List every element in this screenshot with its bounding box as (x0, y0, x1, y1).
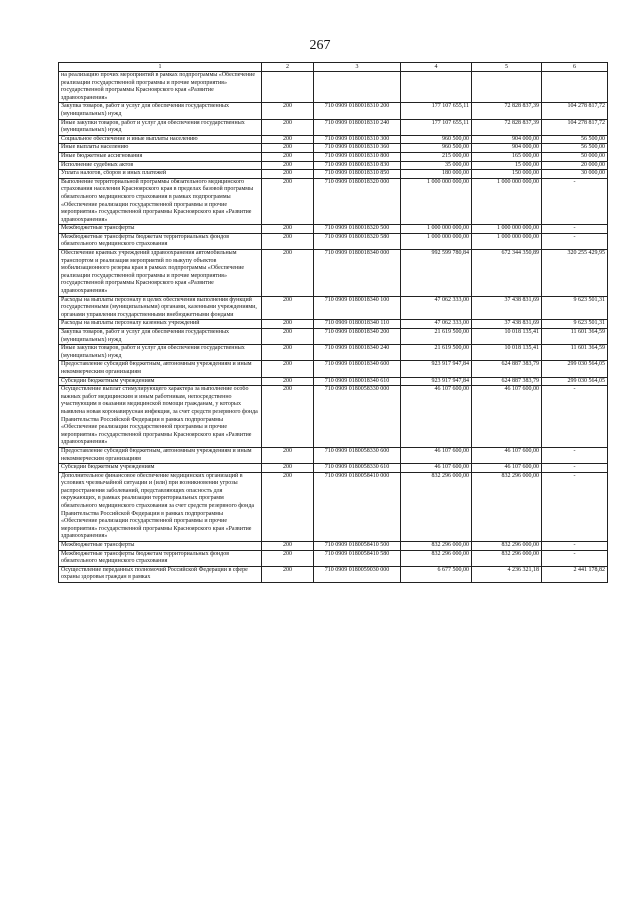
row-kbk-cell: 710 0909 0180058410 500 (314, 542, 401, 551)
row-value-1-cell: 832 296 000,00 (401, 542, 472, 551)
row-value-1-cell: 923 917 947,84 (401, 377, 472, 386)
row-kbk-cell: 710 0909 0180018340 600 (314, 361, 401, 377)
row-value-2-cell: 1 000 000 000,00 (472, 225, 542, 234)
row-value-1-cell: 960 500,00 (401, 135, 472, 144)
row-value-1-cell: 832 296 000,00 (401, 550, 472, 566)
table-row (59, 119, 608, 135)
row-name-cell: Обеспечение краевых учреждений здравоохранения автомобильным транспортом и реализация мероприятий по выкупу объектов мобилизационного резерва края в рамках подпрограммы «Обеспечение реализации государственной программы и прочие мероприятия» государственной программы Красноярского края «Развитие здравоохранения» (59, 250, 262, 297)
row-name-cell: Межбюджетные трансферты (59, 225, 262, 234)
row-value-3-cell (542, 72, 608, 103)
row-value-1-cell: 1 000 000 000,00 (401, 178, 472, 225)
row-value-3-cell: 9 623 501,31 (542, 296, 608, 320)
header-cell: 5 (472, 63, 542, 72)
row-value-1-cell: 21 619 500,00 (401, 345, 472, 361)
row-value-2-cell: 672 344 350,89 (472, 250, 542, 297)
row-value-1-cell: 960 500,00 (401, 144, 472, 153)
row-name-cell: Субсидии бюджетным учреждениям (59, 464, 262, 473)
row-value-3-cell: 56 500,00 (542, 144, 608, 153)
row-value-2-cell: 46 107 600,00 (472, 386, 542, 448)
row-value-2-cell: 150 000,00 (472, 170, 542, 179)
row-value-2-cell: 72 828 837,39 (472, 119, 542, 135)
table-row (59, 550, 608, 566)
row-value-3-cell: - (542, 233, 608, 249)
row-value-1-cell: 46 107 600,00 (401, 386, 472, 448)
row-code-cell: 200 (262, 119, 314, 135)
row-kbk-cell: 710 0909 0180018340 000 (314, 250, 401, 297)
row-kbk-cell: 710 0909 0180018340 110 (314, 320, 401, 329)
row-code-cell: 200 (262, 377, 314, 386)
row-value-3-cell: 11 601 364,59 (542, 329, 608, 345)
row-value-1-cell: 177 107 655,11 (401, 119, 472, 135)
row-value-3-cell: - (542, 225, 608, 234)
row-name-cell: Субсидии бюджетным учреждениям (59, 377, 262, 386)
row-name-cell: Иные закупки товаров, работ и услуг для обеспечения государственных (муниципальных) нужд (59, 119, 262, 135)
row-value-1-cell: 832 296 000,00 (401, 472, 472, 541)
row-kbk-cell: 710 0909 0180018340 200 (314, 329, 401, 345)
row-code-cell: 200 (262, 103, 314, 119)
row-value-3-cell: 2 441 178,82 (542, 566, 608, 582)
table-row (59, 225, 608, 234)
row-name-cell: Социальное обеспечение и иные выплаты населению (59, 135, 262, 144)
table-row (59, 320, 608, 329)
row-code-cell: 200 (262, 233, 314, 249)
row-value-1-cell: 1 000 000 000,00 (401, 225, 472, 234)
table-row (59, 447, 608, 463)
row-kbk-cell: 710 0909 0180018320 500 (314, 225, 401, 234)
table-row (59, 161, 608, 170)
table-row (59, 566, 608, 582)
row-value-3-cell: 30 000,00 (542, 170, 608, 179)
row-value-3-cell: 299 030 564,05 (542, 361, 608, 377)
row-kbk-cell: 710 0909 0180018310 200 (314, 103, 401, 119)
row-value-3-cell: 20 000,00 (542, 161, 608, 170)
table-row (59, 296, 608, 320)
row-kbk-cell: 710 0909 0180018310 360 (314, 144, 401, 153)
table-row (59, 170, 608, 179)
row-value-1-cell: 21 619 500,00 (401, 329, 472, 345)
row-value-2-cell: 832 296 000,00 (472, 542, 542, 551)
row-code-cell: 200 (262, 144, 314, 153)
table-row (59, 152, 608, 161)
row-kbk-cell: 710 0909 0180059030 000 (314, 566, 401, 582)
row-code-cell: 200 (262, 320, 314, 329)
table-row (59, 233, 608, 249)
table-row (59, 72, 608, 103)
row-name-cell: Дополнительное финансовое обеспечение медицинских организаций в условиях чрезвычайной ситуации и (или) при возникновении угрозы распространения заболеваний, представляющих опасность для окружающих, в рамках реализации территориальных программ обязательного медицинского страхования за счет средств резервного фонда Правительства Российской Федерации в рамках подпрограммы «Обеспечение реализации государственной программы и прочие мероприятия» государственной программы Красноярского края «Развитие здравоохранения» (59, 472, 262, 541)
row-name-cell: Иные закупки товаров, работ и услуг для обеспечения государственных (муниципальных) нужд (59, 345, 262, 361)
row-kbk-cell: 710 0909 0180018310 850 (314, 170, 401, 179)
header-cell: 4 (401, 63, 472, 72)
row-value-2-cell: 832 296 000,00 (472, 550, 542, 566)
row-code-cell: 200 (262, 361, 314, 377)
table-row (59, 103, 608, 119)
row-code-cell: 200 (262, 566, 314, 582)
row-value-1-cell: 35 000,00 (401, 161, 472, 170)
row-value-2-cell: 10 018 135,41 (472, 345, 542, 361)
budget-table (58, 62, 608, 583)
row-kbk-cell: 710 0909 0180018310 800 (314, 152, 401, 161)
row-kbk-cell: 710 0909 0180018340 100 (314, 296, 401, 320)
row-value-1-cell: 47 062 333,00 (401, 296, 472, 320)
row-kbk-cell: 710 0909 0180018310 240 (314, 119, 401, 135)
row-name-cell: Межбюджетные трансферты бюджетам территориальных фондов обязательного медицинского страхования (59, 550, 262, 566)
row-value-3-cell: 320 255 429,95 (542, 250, 608, 297)
header-cell: 1 (59, 63, 262, 72)
header-cell: 3 (314, 63, 401, 72)
row-value-1-cell: 47 062 333,00 (401, 320, 472, 329)
row-value-2-cell: 904 000,00 (472, 135, 542, 144)
row-kbk-cell: 710 0909 0180058330 600 (314, 447, 401, 463)
header-cell: 6 (542, 63, 608, 72)
row-value-2-cell: 832 296 000,00 (472, 472, 542, 541)
row-value-3-cell: 50 000,00 (542, 152, 608, 161)
table-row (59, 542, 608, 551)
row-kbk-cell: 710 0909 0180058330 610 (314, 464, 401, 473)
row-code-cell: 200 (262, 386, 314, 448)
row-name-cell: Иные выплаты населению (59, 144, 262, 153)
row-value-1-cell (401, 72, 472, 103)
row-value-1-cell: 180 000,00 (401, 170, 472, 179)
row-name-cell: Выполнение территориальной программы обязательного медицинского страхования населения Красноярского края в пределах базовой программы обязательного медицинского страхования в рамках подпрограммы «Обеспечение реализации государственной программы и прочие мероприятия» государственной программы Красноярского края «Развитие здравоохранения» (59, 178, 262, 225)
row-code-cell (262, 72, 314, 103)
row-value-3-cell: - (542, 386, 608, 448)
table-row (59, 361, 608, 377)
row-name-cell: Межбюджетные трансферты бюджетам территориальных фондов обязательного медицинского страхования (59, 233, 262, 249)
row-code-cell: 200 (262, 152, 314, 161)
row-value-2-cell: 37 438 831,69 (472, 296, 542, 320)
table-row (59, 144, 608, 153)
header-cell: 2 (262, 63, 314, 72)
row-value-2-cell: 10 018 135,41 (472, 329, 542, 345)
row-code-cell: 200 (262, 464, 314, 473)
table-row (59, 135, 608, 144)
row-kbk-cell: 710 0909 0180018310 300 (314, 135, 401, 144)
row-value-3-cell: 104 278 817,72 (542, 119, 608, 135)
row-name-cell: Межбюджетные трансферты (59, 542, 262, 551)
row-value-2-cell (472, 72, 542, 103)
row-value-3-cell: - (542, 178, 608, 225)
row-code-cell: 200 (262, 296, 314, 320)
row-kbk-cell: 710 0909 0180018340 610 (314, 377, 401, 386)
row-value-2-cell: 624 887 383,79 (472, 361, 542, 377)
table-row (59, 386, 608, 448)
row-value-2-cell: 72 828 837,39 (472, 103, 542, 119)
row-value-1-cell: 46 107 600,00 (401, 447, 472, 463)
row-kbk-cell (314, 72, 401, 103)
table-row (59, 178, 608, 225)
row-value-2-cell: 165 000,00 (472, 152, 542, 161)
row-name-cell: Исполнение судебных актов (59, 161, 262, 170)
row-value-3-cell: 299 030 564,05 (542, 377, 608, 386)
row-name-cell: Уплата налогов, сборов и иных платежей (59, 170, 262, 179)
row-value-1-cell: 177 107 655,11 (401, 103, 472, 119)
table-row (59, 464, 608, 473)
table-row (59, 250, 608, 297)
row-kbk-cell: 710 0909 0180018320 580 (314, 233, 401, 249)
row-value-2-cell: 15 000,00 (472, 161, 542, 170)
row-name-cell: Расходы на выплаты персоналу в целях обеспечения выполнения функций государственными (муниципальными) органами, казенными учреждениями, органами управления государственными внебюджетными фондами (59, 296, 262, 320)
row-value-1-cell: 1 000 000 000,00 (401, 233, 472, 249)
table-row (59, 345, 608, 361)
row-value-3-cell: 104 278 817,72 (542, 103, 608, 119)
row-kbk-cell: 710 0909 0180058330 000 (314, 386, 401, 448)
row-name-cell: на реализацию прочих мероприятий в рамках подпрограммы «Обеспечение реализации государственной программы и прочие мероприятия» государственной программы Красноярского края «Развитие здравоохранения» (59, 72, 262, 103)
row-value-2-cell: 4 236 321,18 (472, 566, 542, 582)
row-name-cell: Закупка товаров, работ и услуг для обеспечения государственных (муниципальных) нужд (59, 103, 262, 119)
row-value-1-cell: 923 917 947,84 (401, 361, 472, 377)
row-kbk-cell: 710 0909 0180058410 000 (314, 472, 401, 541)
table-row (59, 472, 608, 541)
row-name-cell: Осуществление переданных полномочий Российской Федерации в сфере охраны здоровья граждан в рамках (59, 566, 262, 582)
row-value-2-cell: 1 000 000 000,00 (472, 233, 542, 249)
row-value-3-cell: 11 601 364,59 (542, 345, 608, 361)
row-code-cell: 200 (262, 170, 314, 179)
row-kbk-cell: 710 0909 0180018340 240 (314, 345, 401, 361)
row-value-2-cell: 1 000 000 000,00 (472, 178, 542, 225)
row-code-cell: 200 (262, 161, 314, 170)
row-value-3-cell: - (542, 472, 608, 541)
table-row (59, 329, 608, 345)
row-value-1-cell: 215 000,00 (401, 152, 472, 161)
row-name-cell: Предоставление субсидий бюджетным, автономным учреждениям и иным некоммерческим организациям (59, 447, 262, 463)
row-code-cell: 200 (262, 329, 314, 345)
row-value-3-cell: 56 500,00 (542, 135, 608, 144)
row-value-2-cell: 46 107 600,00 (472, 447, 542, 463)
table-row (59, 377, 608, 386)
row-value-3-cell: - (542, 550, 608, 566)
row-value-1-cell: 992 599 780,84 (401, 250, 472, 297)
row-value-1-cell: 46 107 600,00 (401, 464, 472, 473)
row-value-3-cell: - (542, 464, 608, 473)
row-value-3-cell: - (542, 542, 608, 551)
row-code-cell: 200 (262, 542, 314, 551)
row-name-cell: Закупка товаров, работ и услуг для обеспечения государственных (муниципальных) нужд (59, 329, 262, 345)
row-value-3-cell: 9 623 501,31 (542, 320, 608, 329)
row-value-2-cell: 37 438 831,69 (472, 320, 542, 329)
row-code-cell: 200 (262, 472, 314, 541)
row-name-cell: Расходы на выплаты персоналу казенных учреждений (59, 320, 262, 329)
row-value-1-cell: 6 677 500,00 (401, 566, 472, 582)
row-code-cell: 200 (262, 345, 314, 361)
row-value-3-cell: - (542, 447, 608, 463)
row-name-cell: Предоставление субсидий бюджетным, автономным учреждениям и иным некоммерческим организациям (59, 361, 262, 377)
row-kbk-cell: 710 0909 0180018320 000 (314, 178, 401, 225)
row-code-cell: 200 (262, 550, 314, 566)
row-value-2-cell: 624 887 383,79 (472, 377, 542, 386)
row-kbk-cell: 710 0909 0180058410 580 (314, 550, 401, 566)
row-kbk-cell: 710 0909 0180018310 830 (314, 161, 401, 170)
page-number: 267 (309, 38, 331, 53)
row-code-cell: 200 (262, 178, 314, 225)
row-code-cell: 200 (262, 135, 314, 144)
row-name-cell: Осуществление выплат стимулирующего характера за выполнение особо важных работ медицинским и иным работникам, непосредственно участвующим в оказании медицинской помощи гражданам, у которых выявлена новая коронавирусная инфекция, за счет средств резервного фонда Правительства Российской Федерации в рамках подпрограммы «Обеспечение реализации государственной программы и прочие мероприятия» государственной программы Красноярского края «Развитие здравоохранения» (59, 386, 262, 448)
row-code-cell: 200 (262, 250, 314, 297)
row-name-cell: Иные бюджетные ассигнования (59, 152, 262, 161)
row-code-cell: 200 (262, 447, 314, 463)
row-value-2-cell: 46 107 600,00 (472, 464, 542, 473)
row-value-2-cell: 904 000,00 (472, 144, 542, 153)
table-header-row (59, 63, 608, 72)
row-code-cell: 200 (262, 225, 314, 234)
